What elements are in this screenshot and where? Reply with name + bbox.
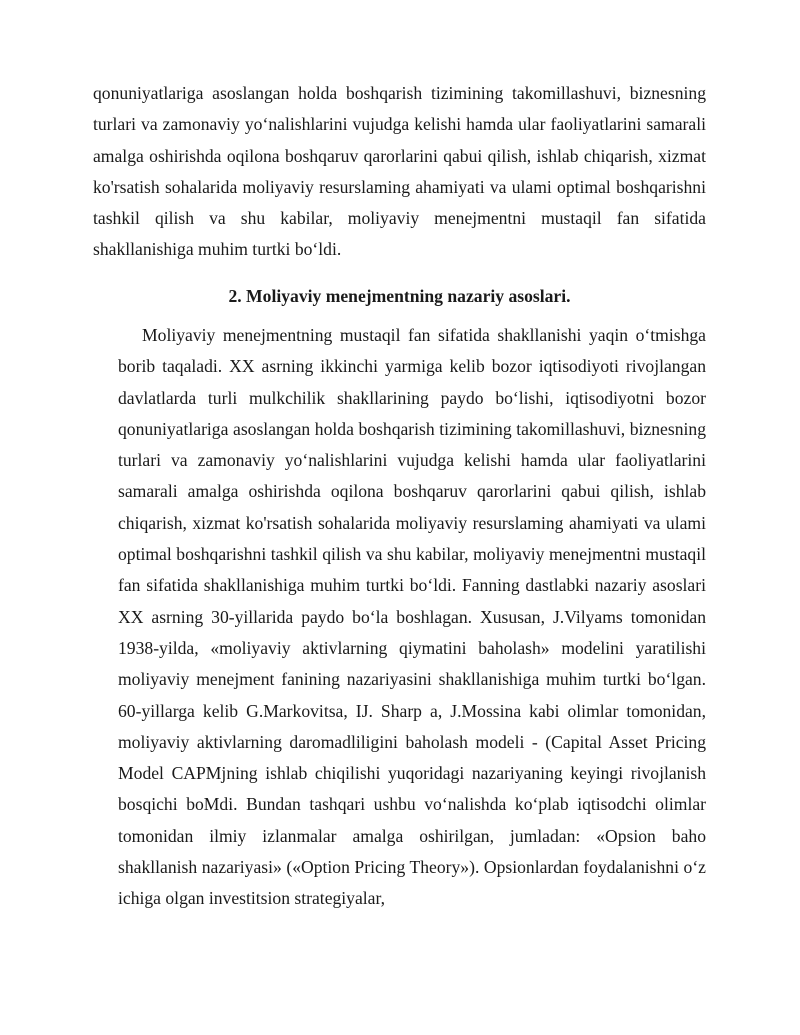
section-heading: 2. Moliyaviy menejmentning nazariy asoslari. — [228, 286, 571, 306]
intro-paragraph: qonuniyatlariga asoslangan holda boshqarish tizimining takomillashuvi, biznesning turlari va zamonaviy yo‘nalishlarini vujudga kelishi hamda ular faoliyatlarini samarali amalga oshirishda oqilona boshqaruv qarorlarini qabui qilish, ishlab chiqarish, xizmat ko'rsatish sohalarida moliyaviy resurslaming ahamiyati va ulami optimal boshqarishni tashkil qilish va shu kabilar, moliyaviy menejmentni mustaqil fan sifatida shakllanishiga muhim turtki bo‘ldi. — [93, 83, 706, 260]
main-paragraph: Moliyaviy menejmentning mustaqil fan sifatida shakllanishi yaqin o‘tmishga borib taqaladi. XX asrning ikkinchi yarmiga kelib bozor iqtisodiyoti rivojlangan davlatlarda turli mulkchilik shakllarining paydo bo‘lishi, iqtisodiyotni bozor qonuniyatlariga asoslangan holda boshqarish tizimining takomillashuvi, biznesning turlari va zamonaviy yo‘nalishlarini vujudga kelishi hamda ular faoliyatlarini samarali amalga oshirishda oqilona boshqaruv qarorlarini qabui qilish, ishlab chiqarish, xizmat ko'rsatish sohalarida moliyaviy resurslaming ahamiyati va ulami optimal boshqarishni tashkil qilish va shu kabilar, moliyaviy menejmentni mustaqil fan sifatida shakllanishiga muhim turtki bo‘ldi. Fanning dastlabki nazariy asoslari XX asrning 30-yillarida paydo bo‘la boshlagan. Xususan, J.Vilyams tomonidan 1938-yilda, «moliyaviy aktivlarning qiymatini baholash» modelini yaratilishi moliyaviy menejment fanining nazariyasini shakllanishiga muhim turtki bo‘lgan. 60-yillarga kelib G.Markovitsa, IJ. Sharp a, J.Mossina kabi olimlar tomonidan, moliyaviy aktivlarning daromadliligini baholash modeli - (Capital Asset Pricing Model CAPMjning ishlab chiqilishi yuqoridagi nazariyaning keyingi rivojlanish bosqichi boMdi. Bundan tashqari ushbu vo‘nalishda ko‘plab iqtisodchi olimlar tomonidan ilmiy izlanmalar amalga oshirilgan, jumladan: «Opsion baho shakllanish nazariyasi» («Option Pricing Theory»). Opsionlardan foydalanishni o‘z ichiga olgan investitsion strategiyalar, — [118, 325, 706, 909]
